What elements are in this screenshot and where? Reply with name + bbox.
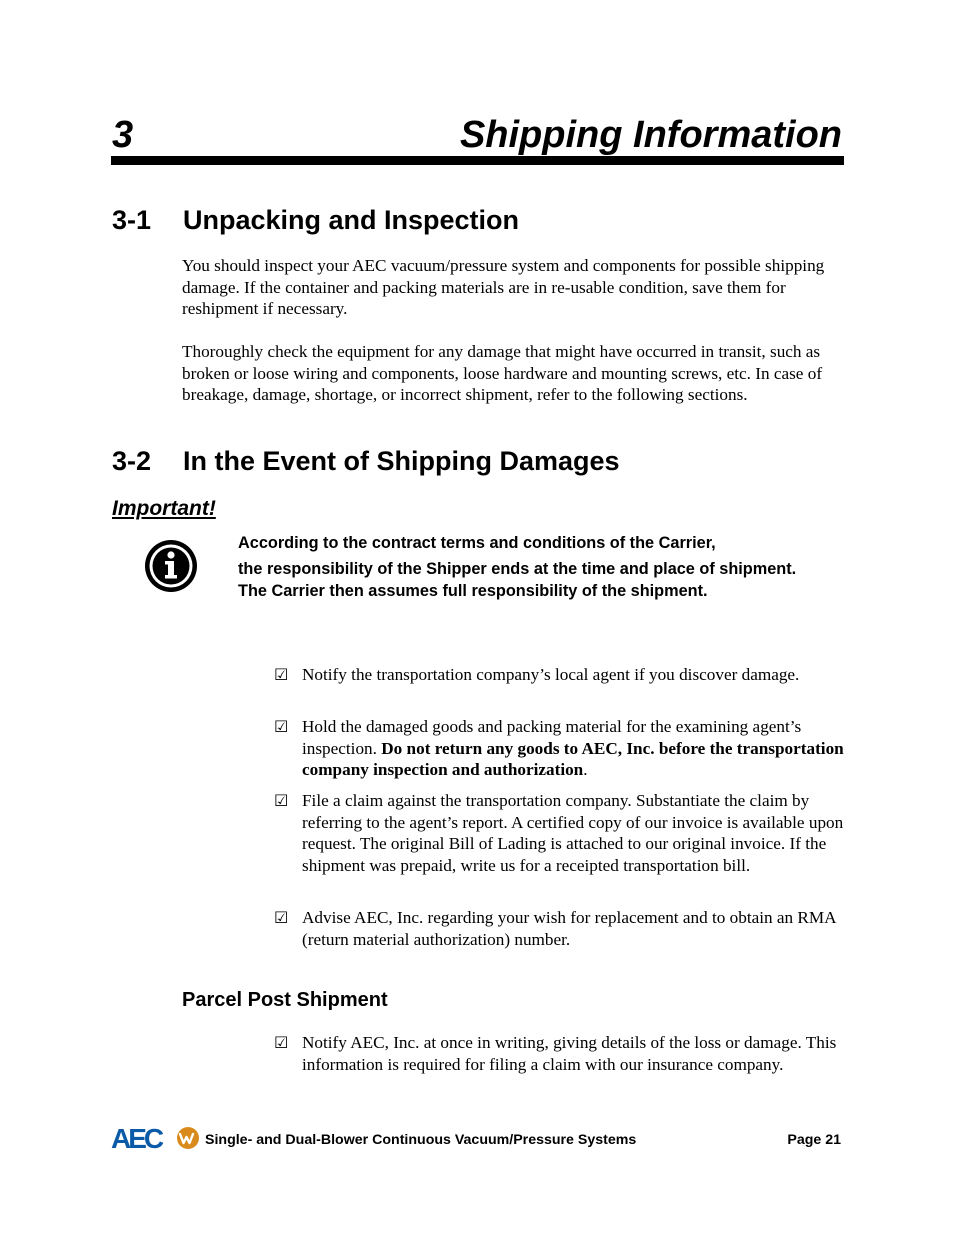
important-notice — [238, 532, 813, 603]
chapter-rule — [111, 156, 844, 165]
important-label: Important! — [112, 497, 216, 520]
page-number: Page 21 — [787, 1132, 841, 1148]
parcel-heading: Parcel Post Shipment — [182, 989, 388, 1011]
section-number: 3-1 — [112, 205, 152, 235]
checklist-text: File a claim against the transportation company. Substantiate the claim by referring to the agent’s report. A certified copy of our invoice is available upon request. The original Bill of Lading is attached to our original invoice. If the shipment was prepaid, write us for a receipted transportation bill. — [302, 791, 844, 875]
footer-title: Single- and Dual-Blower Continuous Vacuum/Pressure Systems — [205, 1132, 637, 1148]
checklist-text-plain: Hold the damaged goods and packing material for the examining agent’s inspection. — [302, 717, 802, 758]
checklist-text-suffix: . — [583, 760, 588, 780]
checkbox-icon: ☑ — [274, 665, 289, 684]
checklist-text: Notify the transportation company’s local agent if you discover damage. — [302, 665, 800, 684]
checklist-item — [274, 907, 849, 951]
aec-logo — [111, 1124, 201, 1152]
chapter-number: 3 — [112, 114, 134, 156]
section-heading-3-2 — [0, 445, 954, 477]
checkbox-icon: ☑ — [274, 1033, 289, 1052]
logo-text: AEC — [111, 1124, 162, 1152]
important-line-2: the responsibility of the Shipper ends at the time and place of shipment. The Carrier then assumes full responsibility of the shipment. — [238, 559, 797, 600]
checklist-text: Notify AEC, Inc. at once in writing, giving details of the loss or damage. This information is required for filing a claim with our insurance company. — [302, 1033, 837, 1074]
checklist-text: Advise AEC, Inc. regarding your wish for replacement and to obtain an RMA (return material authorization) number. — [302, 908, 836, 949]
paragraph-check: Thoroughly check the equipment for any damage that might have occurred in transit, such as broken or loose wiring and components, loose hardware and mounting screws, etc. In case of breakage, damage, shortage, or incorrect shipment, refer to the following sections. — [182, 342, 823, 405]
section-heading-3-1 — [0, 204, 954, 236]
section-title: In the Event of Shipping Damages — [183, 446, 620, 476]
checklist-item — [274, 664, 849, 708]
paragraph-inspect: You should inspect your AEC vacuum/pressure system and components for possible shipping damage. If the container and packing materials are in re-usable condition, save them for reshipment if necessary. — [182, 256, 825, 319]
checklist-item — [274, 790, 849, 900]
checkbox-icon: ☑ — [274, 717, 289, 736]
section-title: Unpacking and Inspection — [183, 205, 520, 235]
chapter-title: Shipping Information — [459, 114, 842, 156]
important-line-1: According to the contract terms and conditions of the Carrier, — [238, 534, 716, 552]
section-number: 3-2 — [112, 446, 152, 476]
checklist-item — [274, 1032, 849, 1098]
checkbox-icon: ☑ — [274, 791, 289, 810]
checklist-text-bold: Do not return any goods to AEC, Inc. before the transportation company inspection and authorization — [302, 738, 844, 780]
info-icon — [143, 538, 199, 594]
checklist-item — [274, 716, 849, 782]
checkbox-icon: ☑ — [274, 908, 289, 927]
checklist-text — [302, 716, 849, 781]
